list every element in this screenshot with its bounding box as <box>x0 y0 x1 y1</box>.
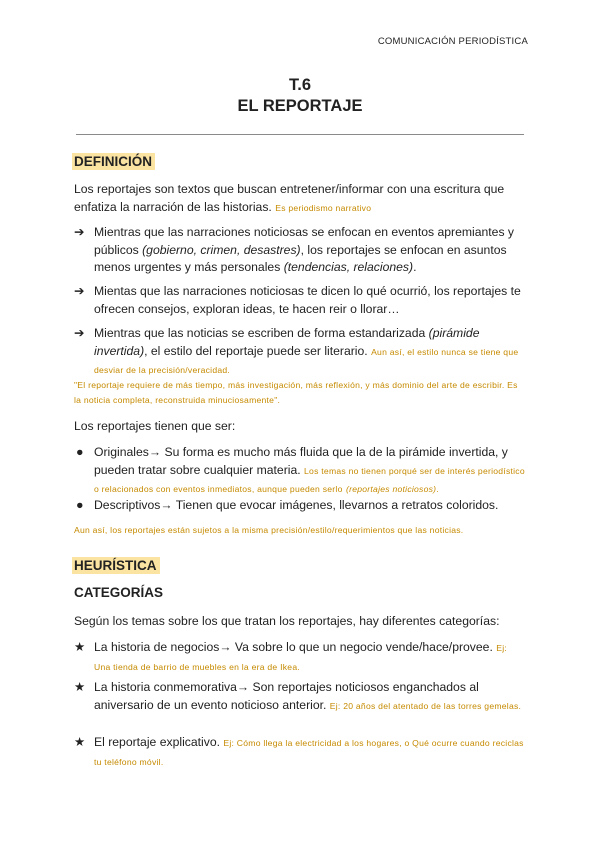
arrow-item-text: Mientras que las narraciones noticiosas se enfocan en eventos apremiantes y públicos (gobierno, crimen, desastres), los reportajes se enfocan en asuntos menos urgentes y más personales (tendencias, relaciones). <box>94 225 515 274</box>
topic-number: T.6 <box>288 76 311 94</box>
arrow-right-icon: ➔ <box>74 326 85 340</box>
categories-intro: Según los temas sobre los que tratan los reportajes, hay diferentes categorías: <box>74 614 500 628</box>
dot-item-text: Descriptivos→ Tienen que evocar imágenes, llevarnos a retratos coloridos. <box>94 498 499 512</box>
arrow-item-text: Mientas que las narraciones noticiosas te dicen lo qué ocurrió, los reportajes te ofrecen consejos, exploran ideas, te hacen reir o llorar… <box>94 284 521 316</box>
quote-note: "El reportaje requiere de más tiempo, más investigación, más reflexión, y más dominio del arte de escribir. Es la noticia completa, reconstruida minuciosamente". <box>74 380 518 405</box>
star-item-text: La historia conmemorativa→ Son reportajes noticiosos enganchados al aniversario de un evento noticioso anterior. Ej: 20 años del atentado de las torres gemelas. <box>94 680 522 712</box>
closing-note: Aun así, los reportajes están sujetos a la misma precisión/estilo/requerimientos que las noticias. <box>74 525 464 535</box>
dot-item <box>74 444 526 499</box>
star-item <box>74 679 526 715</box>
must-be-text: Los reportajes tienen que ser: <box>74 419 236 433</box>
dot-item-text: Originales→ Su forma es mucho más fluida que la de la pirámide invertida, y pueden tratar sobre cualquier materia. Los temas no tienen porqué ser de interés periodístico o relacionados con eventos inmediatos, aunque pueden serlo (reportajes noticiosos). <box>94 445 525 494</box>
dot-item <box>74 497 526 515</box>
arrow-item-text: Mientras que las noticias se escriben de forma estandarizada (pirámide invertida), el estilo del reportaje puede ser literario. Aun así, el estilo nunca se tiene que desviar de la precisión/veracidad. <box>94 326 519 375</box>
arrow-item <box>74 325 526 380</box>
section-heading-definicion: DEFINICIÓN <box>72 153 155 170</box>
definition-text: Los reportajes son textos que buscan entretener/informar con una escritura que enfatiza la narración de las historias. <box>74 182 505 214</box>
arrow-right-icon: ➔ <box>74 284 85 298</box>
bullet-dot-icon: ● <box>76 498 84 512</box>
star-item <box>74 734 526 771</box>
definition-note: Es periodismo narrativo <box>275 202 372 213</box>
star-icon: ★ <box>74 735 86 749</box>
topic-title: EL REPORTAJE <box>237 97 363 115</box>
star-icon: ★ <box>74 640 86 654</box>
arrow-right-icon: ➔ <box>74 225 85 239</box>
bullet-dot-icon: ● <box>76 445 84 459</box>
definition-paragraph <box>74 181 524 217</box>
page-header: COMUNICACIÓN PERIODÍSTICA <box>377 36 528 47</box>
subheading-categorias: CATEGORÍAS <box>74 585 164 600</box>
arrow-item <box>74 283 526 318</box>
title-divider <box>76 134 524 135</box>
star-icon: ★ <box>74 680 86 694</box>
star-item <box>74 639 526 676</box>
star-item-text: La historia de negocios→ Va sobre lo que un negocio vende/hace/provee. Ej: Una tienda de barrio de muebles en la era de Ikea. <box>94 640 508 672</box>
arrow-item <box>74 224 526 277</box>
section-heading-heuristica: HEURÍSTICA <box>72 557 160 574</box>
star-item-text: El reportaje explicativo. Ej: Cómo llega la electricidad a los hogares, o Qué ocurre cuando reciclas tu teléfono móvil. <box>94 735 524 767</box>
